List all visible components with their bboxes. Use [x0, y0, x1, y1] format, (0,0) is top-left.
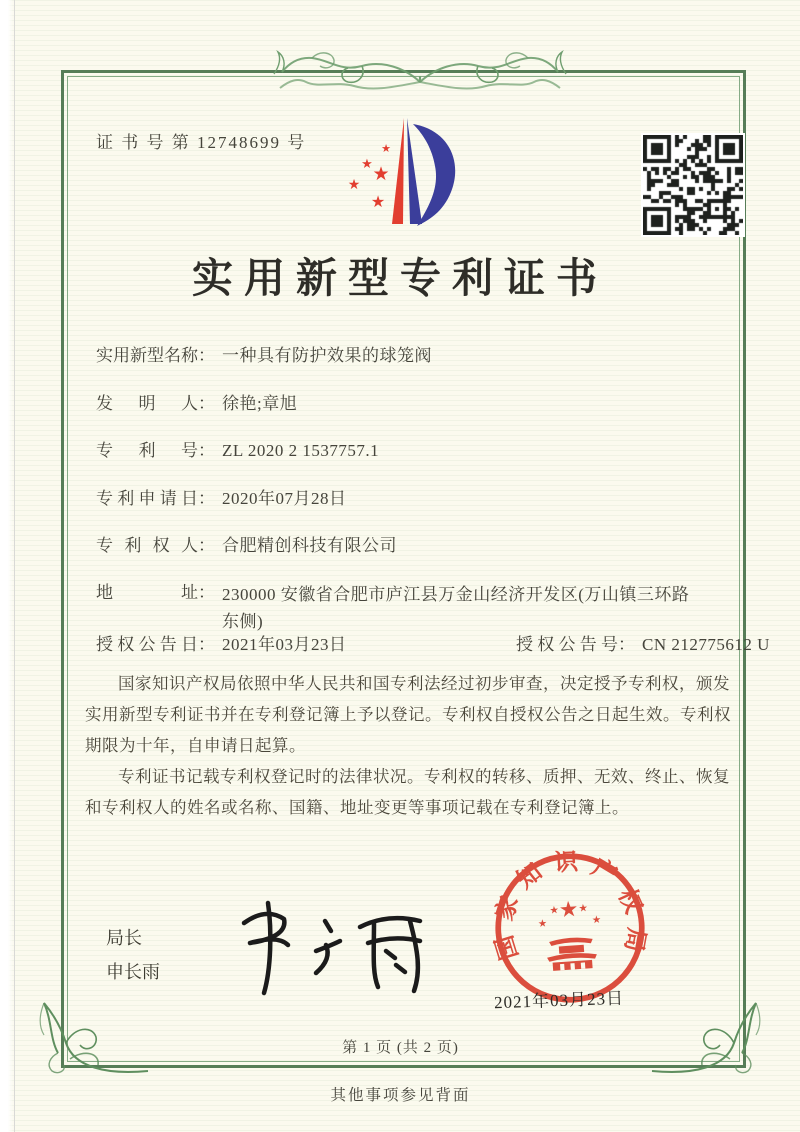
seal-text: 国家知识产权局 [491, 849, 650, 963]
field-grant-date [96, 635, 347, 654]
field-value: 一种具有防护效果的球笼阀 [222, 346, 432, 365]
field-grant-number [516, 633, 770, 657]
national-emblem-icon [536, 895, 604, 971]
field-colon: ： [198, 489, 215, 508]
field-colon: ： [198, 346, 215, 365]
field-utility-model-name [96, 344, 432, 368]
field-colon: ： [618, 635, 635, 654]
legal-paragraph-1: 国家知识产权局依照中华人民共和国专利法经过初步审查，决定授予专利权，颁发实用新型专利证书并在专利登记簿上予以登记。专利权自授权公告之日起生效。专利权期限为十年，自申请日起算。 [85, 674, 731, 755]
svg-text:★: ★ [558, 896, 580, 924]
field-label: 授权公告日 [96, 635, 198, 654]
field-label: 地址 [96, 583, 198, 602]
back-note: 其他事项参见背面 [330, 1087, 471, 1104]
legal-paragraph-2: 专利证书记载专利权登记时的法律状况。专利权的转移、质押、无效、终止、恢复和专利权人的姓名或名称、国籍、地址变更等事项记载在专利登记簿上。 [85, 767, 730, 817]
field-colon: ： [198, 635, 215, 654]
qr-code [641, 133, 745, 237]
field-label: 专利号 [96, 441, 198, 460]
field-label: 实用新型名称 [96, 346, 198, 365]
top-dragon-ornament-icon [270, 30, 570, 110]
commissioner-title: 局长 [106, 928, 142, 948]
legal-text [85, 668, 731, 823]
svg-text:★: ★ [347, 177, 361, 193]
field-inventor [96, 392, 297, 416]
svg-text:★: ★ [381, 142, 391, 155]
field-label: 发明人 [96, 394, 198, 413]
svg-text:★: ★ [370, 192, 386, 211]
field-value: 230000 安徽省合肥市庐江县万金山经济开发区(万山镇三环路东侧) [222, 585, 690, 631]
field-colon: ： [198, 394, 215, 413]
field-value: 徐艳;章旭 [222, 394, 298, 413]
cnipa-logo-icon [333, 110, 477, 232]
commissioner-name: 申长雨 [106, 962, 160, 982]
svg-text:★: ★ [591, 913, 602, 927]
signature [228, 893, 423, 998]
certificate-number: 证 书 号 第 12748699 号 [96, 133, 307, 152]
field-address [96, 581, 700, 635]
svg-text:★: ★ [549, 904, 560, 917]
field-label: 专利权人 [96, 536, 198, 555]
svg-text:★: ★ [372, 163, 390, 185]
seal-date: 2021年03月23日 [493, 988, 625, 1013]
field-colon: ： [198, 441, 215, 460]
certificate-title: 实用新型专利证书 [192, 255, 608, 301]
field-colon: ： [198, 583, 215, 602]
field-label: 专利申请日 [96, 489, 198, 508]
scan-edge [0, 0, 15, 1132]
field-value: ZL 2020 2 1537757.1 [222, 441, 380, 460]
field-filing-date [96, 487, 347, 511]
svg-text:★: ★ [537, 917, 548, 931]
field-colon: ： [198, 536, 215, 555]
field-value: CN 212775612 U [642, 635, 770, 654]
svg-text:★: ★ [361, 157, 373, 172]
svg-text:★: ★ [578, 902, 589, 915]
field-value: 2021年03月23日 [222, 635, 347, 654]
field-patentee [96, 534, 397, 558]
field-value: 合肥精创科技有限公司 [222, 536, 397, 555]
commissioner-block [106, 921, 160, 989]
field-patent-number [96, 439, 379, 463]
field-value: 2020年07月28日 [222, 489, 347, 508]
field-grant-row [96, 633, 770, 657]
page-indicator: 第 1 页 (共 2 页) [342, 1040, 459, 1056]
field-label: 授权公告号 [516, 635, 618, 654]
